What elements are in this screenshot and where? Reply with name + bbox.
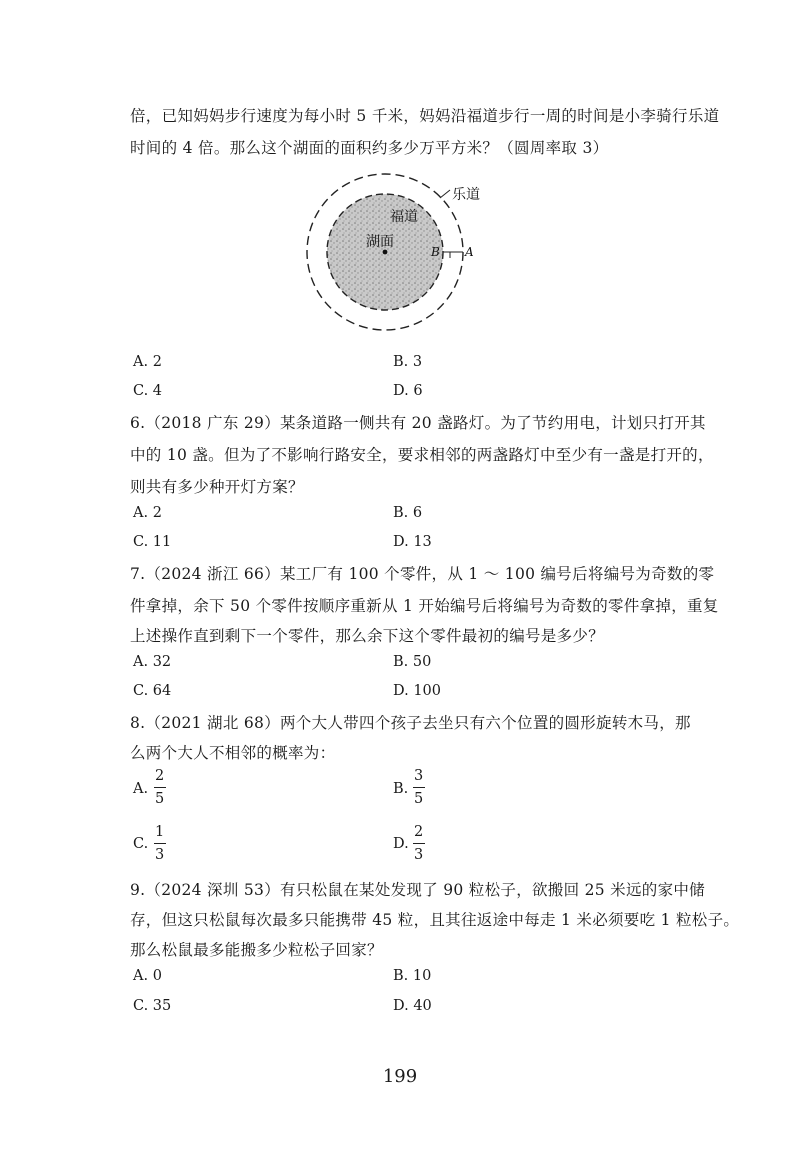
q8-option-b-letter[interactable]: B. [393,781,409,797]
q9-option-a[interactable]: A. 0 [133,968,162,984]
center-point [383,250,388,255]
q6-option-b[interactable]: B. 6 [393,505,423,521]
q7-stem-line-3: 上述操作直到剩下一个零件，那么余下这个零件最初的编号是多少？ [130,627,605,645]
q8-option-a-letter[interactable]: A. [133,781,149,797]
q8-option-c-numerator: 1 [155,824,165,840]
q8-option-b-numerator: 3 [414,768,424,784]
q8-option-c-letter[interactable]: C. [133,836,149,852]
q7-stem-line-1: 7.（2024 浙江 66）某工厂有 100 个零件，从 1 ～ 100 编号后将编号为奇数的零 [130,565,715,583]
q8-option-c-fraction[interactable] [153,825,166,862]
q7-option-a[interactable]: A. 32 [133,654,172,670]
q5-stem-line-1: 倍，已知妈妈步行速度为每小时 5 千米，妈妈沿福道步行一周的时间是小李骑行乐道 [130,107,720,125]
point-a-label: A [465,245,474,259]
q9-option-c[interactable]: C. 35 [133,998,172,1014]
q7-stem-line-2: 件拿掉，余下 50 个零件按顺序重新从 1 开始编号后将编号为奇数的零件拿掉，重复 [130,597,719,615]
ledao-leader [440,190,450,198]
q8-option-b-denominator: 5 [414,790,424,807]
q5-option-d[interactable]: D. 6 [393,383,423,399]
q8-option-b-fraction[interactable] [412,769,425,806]
q9-option-b[interactable]: B. 10 [393,968,432,984]
q9-stem-line-2: 存，但这只松鼠每次最多只能携带 45 粒，且其往返途中每走 1 米必须要吃 1 粒松子。 [130,911,740,929]
q8-option-c-denominator: 3 [155,846,165,863]
q8-option-d-letter[interactable]: D. [393,836,409,852]
q8-option-d-fraction[interactable] [412,825,425,862]
q8-option-a-numerator: 2 [155,768,165,784]
q5-option-a[interactable]: A. 2 [133,354,162,370]
outer-path-label: 乐道 [452,187,480,203]
q6-stem-line-1: 6.（2018 广东 29）某条道路一侧共有 20 盏路灯。为了节约用电，计划只打开其 [130,414,706,432]
q9-stem-line-3: 那么松鼠最多能搬多少粒松子回家？ [130,941,383,959]
q6-option-c[interactable]: C. 11 [133,534,172,550]
q8-option-d-denominator: 3 [414,846,424,863]
page-number: 199 [382,1066,418,1087]
q6-stem-line-2: 中的 10 盏。但为了不影响行路安全，要求相邻的两盏路灯中至少有一盏是打开的， [130,446,714,464]
q6-option-d[interactable]: D. 13 [393,534,432,550]
lake-label: 湖面 [366,234,394,250]
q5-option-c[interactable]: C. 4 [133,383,163,399]
q9-option-d[interactable]: D. 40 [393,998,432,1014]
q5-stem-line-2: 时间的 4 倍。那么这个湖面的面积约多少万平方米？（圆周率取 3） [130,139,609,157]
q8-option-a-denominator: 5 [155,790,165,807]
q7-option-c[interactable]: C. 64 [133,683,172,699]
q8-option-a-fraction[interactable] [153,769,166,806]
q8-option-d-numerator: 2 [414,824,424,840]
q9-stem-line-1: 9.（2024 深圳 53）有只松鼠在某处发现了 90 粒松子，欲搬回 25 米远的家中储 [130,881,705,899]
q6-stem-line-3: 则共有多少种开灯方案？ [130,478,304,496]
inner-path-label: 福道 [390,209,418,225]
q7-option-b[interactable]: B. 50 [393,654,432,670]
q8-stem-line-2: 么两个大人不相邻的概率为： [130,744,336,762]
point-b-label: B [431,245,440,259]
q6-option-a[interactable]: A. 2 [133,505,162,521]
q7-option-d[interactable]: D. 100 [393,683,442,699]
q5-option-b[interactable]: B. 3 [393,354,423,370]
q8-stem-line-1: 8.（2021 湖北 68）两个大人带四个孩子去坐只有六个位置的圆形旋转木马，那 [130,714,691,732]
